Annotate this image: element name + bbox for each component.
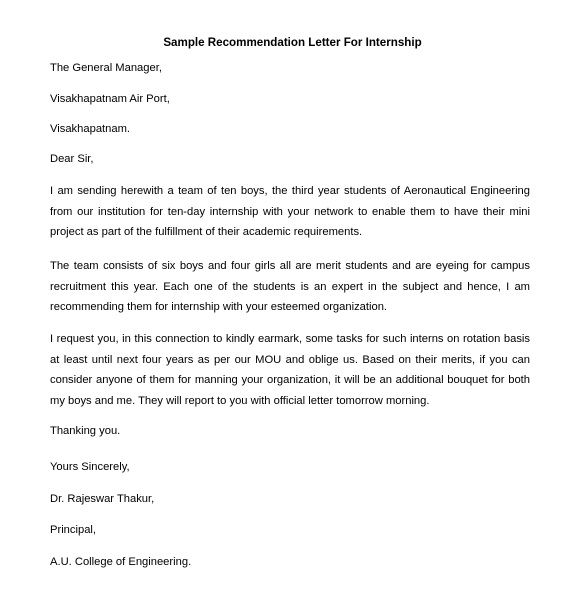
letter-title: Sample Recommendation Letter For Internship <box>163 36 422 49</box>
signature-institution: A.U. College of Engineering. <box>50 556 192 568</box>
thanks-line: Thanking you. <box>50 425 121 437</box>
paragraph-1: I am sending herewith a team of ten boys, the third year students of Aeronautical Engineering from our institution for ten-day internship with your network to enable them to have their mini project as part of the fulfillment of their academic requirements. <box>50 185 530 238</box>
signature-name: Dr. Rajeswar Thakur, <box>50 493 155 505</box>
salutation: Dear Sir, <box>50 153 94 165</box>
signature-title: Principal, <box>50 524 97 536</box>
recipient-line-3: Visakhapatnam. <box>50 123 131 135</box>
paragraph-3: I request you, in this connection to kindly earmark, some tasks for such interns on rotation basis at least until next four years as per our MOU and oblige us. Based on their merits, if you can consider anyone of them for manning your organization, it will be an additional bouquet for both my boys and me. They will report to you with official letter tomorrow morning. <box>50 333 530 407</box>
recipient-line-2: Visakhapatnam Air Port, <box>50 93 170 105</box>
paragraph-2: The team consists of six boys and four girls all are merit students and are eyeing for campus recruitment this year. Each one of the students is an expert in the subject and hence, I am recommending them for internship with your esteemed organization. <box>50 260 530 313</box>
recipient-line-1: The General Manager, <box>50 62 162 74</box>
closing-line: Yours Sincerely, <box>50 461 130 473</box>
